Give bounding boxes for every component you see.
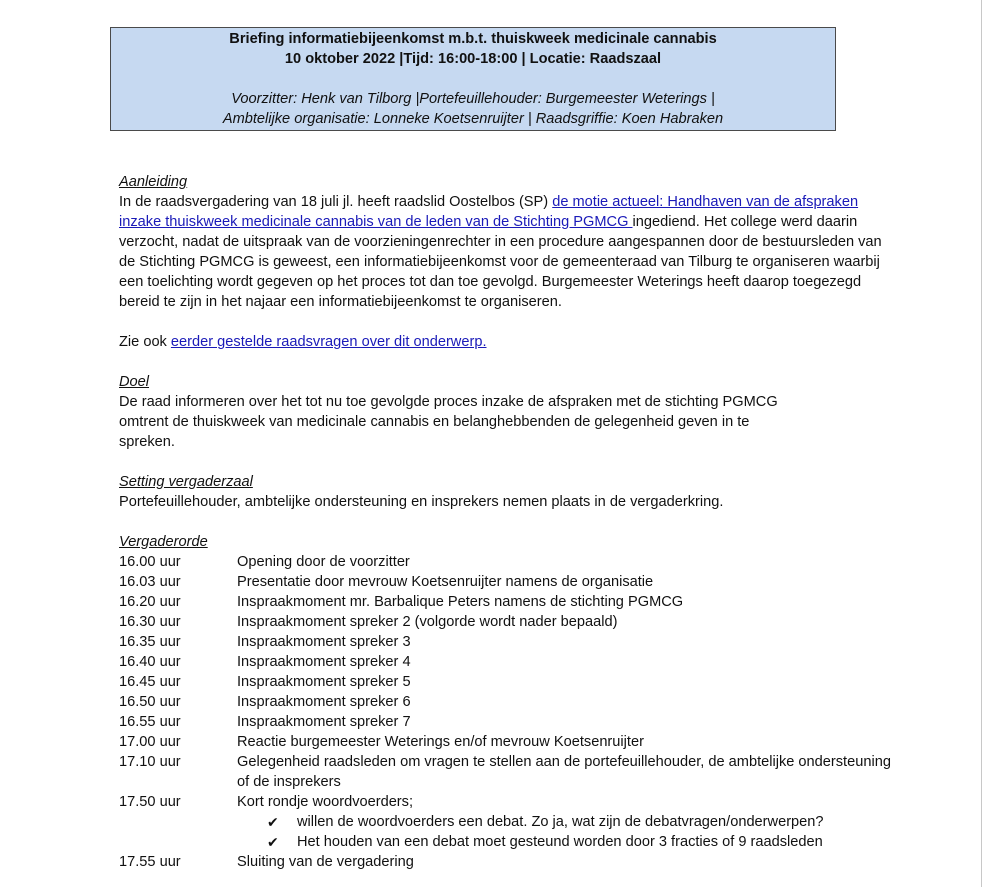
agenda-row	[119, 572, 899, 592]
zie-ook-text: Zie ook	[119, 334, 171, 350]
checklist-item	[119, 812, 899, 832]
agenda-description: Inspraakmoment spreker 4	[237, 654, 411, 670]
agenda-row	[119, 592, 899, 612]
checklist-text: willen de woordvoerders een debat. Zo ja, wat zijn de debatvragen/onderwerpen?	[297, 814, 824, 830]
agenda-time: 16.40 uur	[119, 654, 181, 670]
agenda-time: 16.55 uur	[119, 714, 181, 730]
agenda-checklist	[119, 812, 899, 852]
briefing-header-box	[110, 27, 836, 131]
agenda-row	[119, 752, 899, 792]
aanleiding-text-end: ingediend. Het college werd daarin verzocht, nadat de uitspraak van de voorzieningenrechter in een procedure aangespannen door de bestuursleden van de Stichting PGMCG is geweest, een informatiebijeenkomst voor de gemeenteraad van Tilburg te organiseren waarbij een toelichting wordt gegeven op het proces tot dan toe gevolgd. Burgemeester Weterings heeft daarop toegezegd bereid te zijn in het najaar een informatiebijeenkomst te organiseren.	[119, 214, 882, 310]
aanleiding-paragraph	[119, 192, 899, 312]
checkmark-icon: ✔	[267, 834, 279, 850]
spacer	[119, 452, 899, 472]
agenda-description: Inspraakmoment spreker 5	[237, 674, 411, 690]
agenda-time: 16.03 uur	[119, 574, 181, 590]
zie-ook-paragraph	[119, 332, 899, 352]
agenda-row	[119, 692, 899, 712]
agenda-description: Inspraakmoment spreker 7	[237, 714, 411, 730]
agenda-time: 16.20 uur	[119, 594, 181, 610]
agenda-time: 16.50 uur	[119, 694, 181, 710]
agenda-description: Presentatie door mevrouw Koetsenruijter namens de organisatie	[237, 574, 654, 590]
agenda-description: Gelegenheid raadsleden om vragen te stellen aan de portefeuillehouder, de ambtelijke ondersteuning of de insprekers	[237, 754, 891, 790]
agenda-description: Inspraakmoment spreker 3	[237, 634, 411, 650]
agenda-row	[119, 612, 899, 632]
checklist-text: Het houden van een debat moet gesteund worden door 3 fracties of 9 raadsleden	[297, 834, 823, 850]
agenda-row	[119, 732, 899, 752]
doel-paragraph: De raad informeren over het tot nu toe gevolgde proces inzake de afspraken met de stichting PGMCG omtrent de thuiskweek van medicinale cannabis en belanghebbenden de gelegenheid geven in te spreken.	[119, 394, 778, 450]
setting-heading: Setting vergaderzaal	[119, 474, 253, 490]
doel-heading: Doel	[119, 374, 150, 390]
raadsvragen-link[interactable]: eerder gestelde raadsvragen over dit onderwerp.	[170, 334, 487, 350]
agenda-time: 17.55 uur	[119, 854, 181, 870]
agenda-description: Inspraakmoment spreker 6	[237, 694, 411, 710]
checklist-item	[119, 832, 899, 852]
agenda-description: Sluiting van de vergadering	[237, 854, 414, 870]
agenda-time: 17.10 uur	[119, 754, 181, 770]
aanleiding-heading: Aanleiding	[119, 174, 188, 190]
agenda-row	[119, 792, 899, 812]
agenda-row	[119, 712, 899, 732]
agenda-row	[119, 632, 899, 652]
agenda-time: 17.00 uur	[119, 734, 181, 750]
agenda-row-closing	[119, 852, 899, 872]
document-body	[119, 172, 899, 872]
agenda-row	[119, 652, 899, 672]
spacer	[119, 312, 899, 332]
agenda-description: Inspraakmoment mr. Barbalique Peters namens de stichting PGMCG	[237, 594, 684, 610]
agenda-time: 16.45 uur	[119, 674, 181, 690]
header-date-time-location: 10 oktober 2022 |Tijd: 16:00-18:00 | Locatie: Raadszaal	[284, 51, 662, 67]
header-organisation-info: Ambtelijke organisatie: Lonneke Koetsenruijter | Raadsgriffie: Koen Habraken	[222, 111, 724, 127]
header-chair-info: Voorzitter: Henk van Tilborg |Portefeuillehouder: Burgemeester Weterings |	[231, 91, 715, 107]
page-edge-line	[981, 0, 982, 887]
checkmark-icon: ✔	[267, 814, 279, 830]
spacer	[119, 352, 899, 372]
spacer	[119, 512, 899, 532]
header-title: Briefing informatiebijeenkomst m.b.t. thuiskweek medicinale cannabis	[229, 31, 717, 47]
agenda-description: Kort rondje woordvoerders;	[237, 794, 414, 810]
agenda-time: 17.50 uur	[119, 794, 181, 810]
vergaderorde-heading: Vergaderorde	[119, 534, 208, 550]
agenda-list	[119, 552, 899, 812]
agenda-row	[119, 552, 899, 572]
agenda-row	[119, 672, 899, 692]
aanleiding-text-start: In de raadsvergadering van 18 juli jl. heeft raadslid Oostelbos (SP)	[119, 194, 553, 210]
motie-link[interactable]: de motie actueel: Handhaven van de afspraken inzake thuiskweek medicinale cannabis van de leden van de Stichting PGMCG	[119, 194, 859, 230]
agenda-time: 16.30 uur	[119, 614, 181, 630]
setting-paragraph: Portefeuillehouder, ambtelijke ondersteuning en insprekers nemen plaats in de vergaderkring.	[119, 494, 724, 510]
agenda-description: Reactie burgemeester Weterings en/of mevrouw Koetsenruijter	[237, 734, 644, 750]
agenda-description: Inspraakmoment spreker 2 (volgorde wordt nader bepaald)	[237, 614, 618, 630]
agenda-time: 16.00 uur	[119, 554, 181, 570]
agenda-time: 16.35 uur	[119, 634, 181, 650]
agenda-description: Opening door de voorzitter	[237, 554, 410, 570]
header-gap	[111, 69, 835, 89]
